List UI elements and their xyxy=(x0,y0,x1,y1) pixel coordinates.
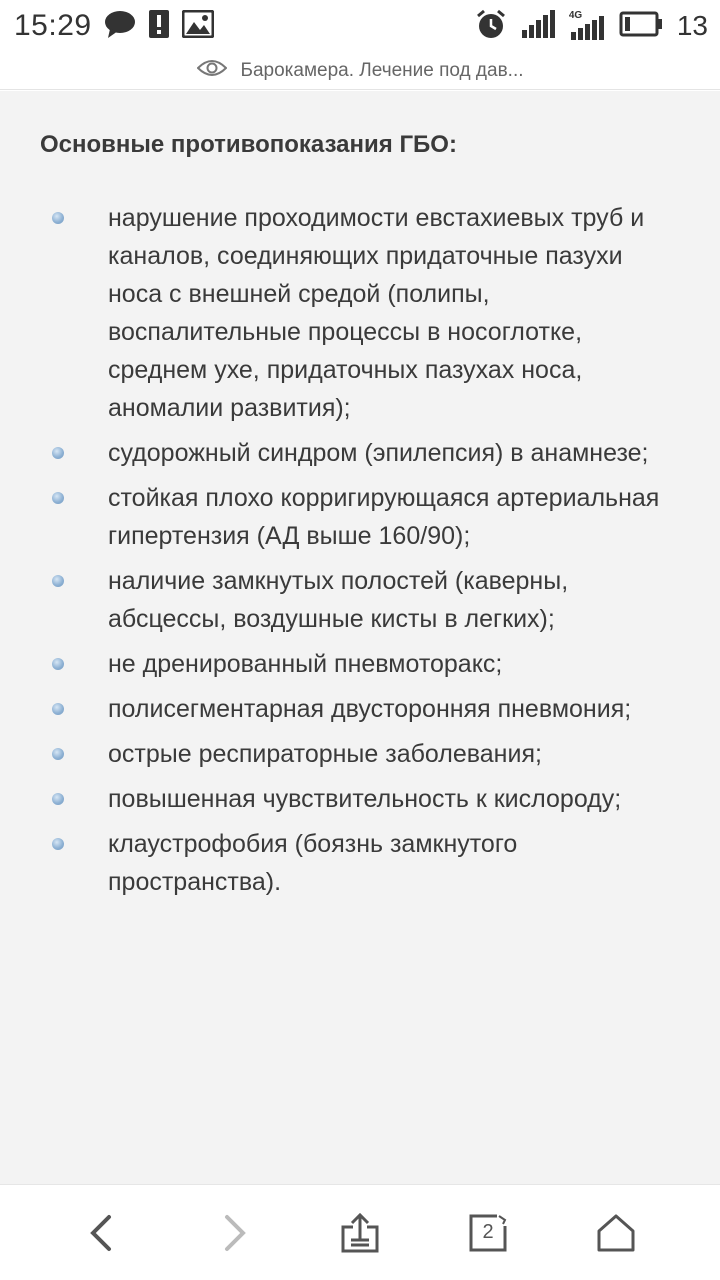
forward-button[interactable] xyxy=(186,1185,282,1280)
status-time: 15:29 xyxy=(14,9,92,42)
status-bar xyxy=(0,0,720,52)
list-item: полисегментарная двусторонняя пневмония; xyxy=(0,690,720,728)
page-content xyxy=(0,91,720,1184)
share-button[interactable] xyxy=(312,1185,408,1280)
back-button[interactable] xyxy=(54,1185,150,1280)
list-item: не дренированный пневмоторакс; xyxy=(0,645,720,683)
list-item: стойкая плохо корригирующаяся артериальная гипертензия (АД выше 160/90); xyxy=(0,479,720,555)
tabs-icon xyxy=(469,1214,507,1252)
back-icon xyxy=(87,1213,117,1253)
alert-icon xyxy=(148,9,170,44)
eye-icon xyxy=(197,58,227,84)
list-item: нарушение проходимости евстахиевых труб и каналов, соединяющих придаточные пазухи носа с внешней средой (полипы, воспалительные процессы в носоглотке, среднем ухе, придаточных пазухах носа, аномалии развития); xyxy=(0,199,720,427)
bullet-icon xyxy=(52,838,64,850)
bullet-icon xyxy=(52,447,64,459)
alarm-icon xyxy=(475,8,507,45)
bullet-icon xyxy=(52,212,64,224)
article-heading: Основные противопоказания ГБО: xyxy=(40,131,457,158)
list-item: наличие замкнутых полостей (каверны, абсцессы, воздушные кисты в легких); xyxy=(0,562,720,638)
battery-level: 13 xyxy=(676,10,708,41)
share-icon xyxy=(340,1213,380,1253)
bullet-icon xyxy=(52,492,64,504)
bullet-icon xyxy=(52,658,64,670)
url-bar[interactable] xyxy=(0,52,720,90)
home-icon xyxy=(596,1213,636,1253)
bullet-icon xyxy=(52,793,64,805)
image-icon xyxy=(182,10,214,43)
tab-count: 2 xyxy=(482,1221,494,1243)
bottom-nav-bar xyxy=(0,1184,720,1280)
signal-4g-icon xyxy=(569,10,605,42)
battery-icon xyxy=(619,11,663,42)
tabs-button[interactable] xyxy=(440,1185,536,1280)
list-item: повышенная чувствительность к кислороду; xyxy=(0,780,720,818)
message-icon xyxy=(104,9,136,44)
list-item: острые респираторные заболевания; xyxy=(0,735,720,773)
home-button[interactable] xyxy=(568,1185,664,1280)
network-label: 4G xyxy=(568,10,583,21)
list-item: судорожный синдром (эпилепсия) в анамнезе; xyxy=(0,434,720,472)
bullet-icon xyxy=(52,748,64,760)
signal-icon xyxy=(521,10,555,43)
list-item: клаустрофобия (боязнь замкнутого пространства). xyxy=(0,825,720,901)
contraindications-list xyxy=(0,199,720,908)
page-title: Барокамера. Лечение под дав... xyxy=(240,59,524,81)
bullet-icon xyxy=(52,575,64,587)
bullet-icon xyxy=(52,703,64,715)
forward-icon xyxy=(219,1213,249,1253)
